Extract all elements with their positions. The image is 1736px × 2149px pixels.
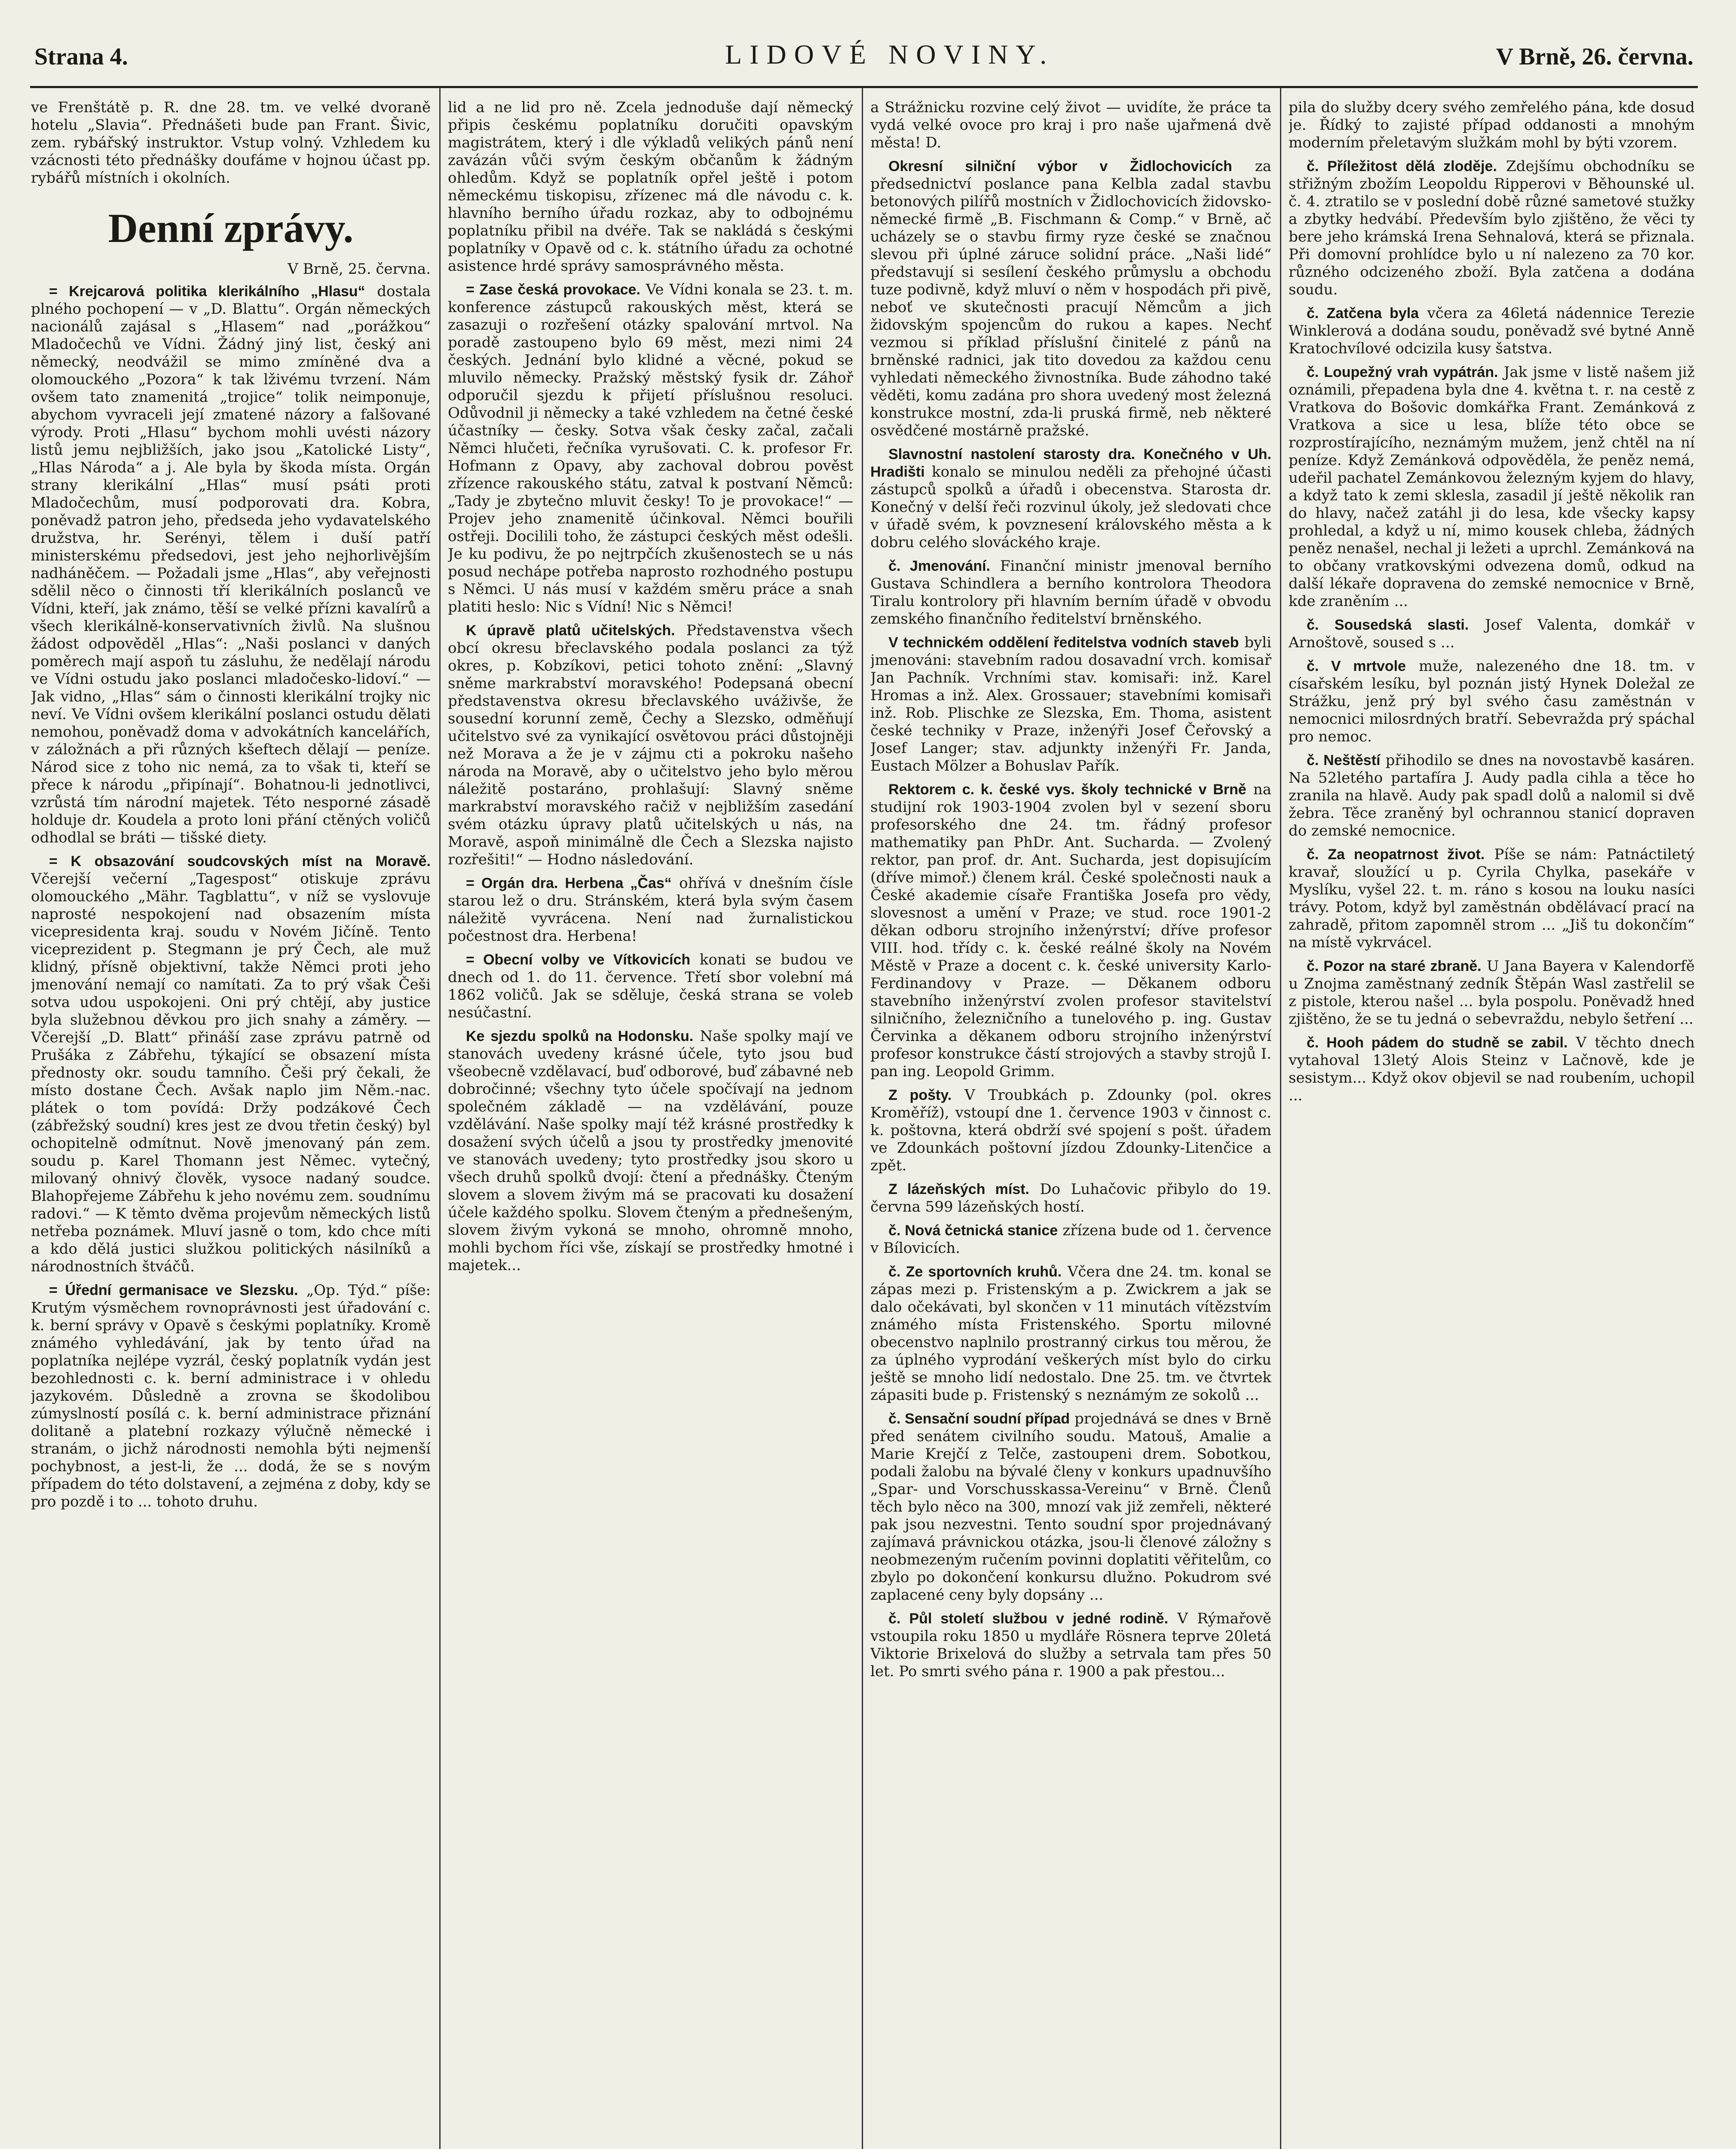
article-paragraph bbox=[870, 781, 1271, 1081]
article-headline: č. Za neopatrnost život. bbox=[1307, 846, 1485, 863]
article-paragraph bbox=[1289, 616, 1695, 652]
article-paragraph bbox=[1289, 1034, 1695, 1105]
article-headline: č. Ze sportovních kruhů. bbox=[888, 1264, 1062, 1280]
article-text: Včera dne 24. tm. konal se zápas mezi p. Fristenským a p. Zwickrem a jak se dalo očekávati, byl skončen v 11 minutách vítězstvím známého místa Fristenského. Sportu milovné obecenstvo naplnilo prostranný cirkus tou měrou, že za úplného vyprodání veškerých míst bylo do cirku ještě se mnoho lidí nedostalo. Dne 25. tm. ve čtvrtek zápasiti bude p. Fristenský s neznámým ze sokolů ... bbox=[870, 1263, 1271, 1404]
article-paragraph bbox=[870, 158, 1271, 440]
article-headline: č. Půl století službou v jedné rodině. bbox=[888, 1610, 1168, 1627]
column-1 bbox=[31, 99, 431, 2149]
article-paragraph bbox=[870, 1087, 1271, 1175]
article-paragraph bbox=[1289, 846, 1695, 952]
article-headline: Rektorem c. k. české vys. školy technické v Brně bbox=[888, 781, 1246, 798]
article-paragraph bbox=[1289, 158, 1695, 299]
article-paragraph bbox=[870, 557, 1271, 628]
article-text: „Op. Týd.“ píše: Krutým výsměchem rovnoprávnosti jest úřadování c. k. berní správy v Opavě s českými poplatníky. Kromě známého vyhledávání, jak by tento úřad na poplatníka nejlépe vyzrál, český poplatník vydán jest bezohlednosti c. k. berní administrace i v ohledu jazykovém. Důsledně a zrovna se škodolibou zúmyslností posílá c. k. berní administrace přiznání dolitaně a platební rozkazy výlučně německé i stranám, o jichž národnosti nemohla býti nejmenší pochybnost, a jest-li, že ... dodá, že se s novým případem do této dolstavení, a zejména z doby, kdy se pro pozdě i to ... tohoto druhu. bbox=[31, 1282, 431, 1510]
article-text: V těchto dnech vytahoval 13letý Alois Steinz v Lačnově, kde je sesistym... Když okov objevil se nad roubením, uchopil ... bbox=[1289, 1034, 1695, 1104]
article-text: lid a ne lid pro ně. Zcela jednoduše dají německý připis českému poplatníku doručiti opavským magistrátem, který i dle výkladů velikých pánů není zavázán vůči svým českým občanům k žádným ohledům. Když se poplatník opřel ještě i potom německému tiskopisu, zřízenec má dle návodu c. k. hlavního berního úřadu rozkaz, aby to odbojnému poplatníku přibil na dvéře. Tak se nakládá s českými poplatníky v Opavě od c. k. státního úřadu za ochotné asistence hrdé správy samosprávného města. bbox=[448, 99, 853, 275]
article-text: Jak jsme v listě našem již oznámili, přepadena byla dne 4. května t. r. na cestě z Vratkova do Bošovic domkářka Frant. Zemánková z Vratkova a sice u lesa, blíže této obce se rozprostírajícího, neznámým mužem, jenž chtěl na ní peníze. Když Zemánková odpověděla, že peněz nemá, udeřil pachatel Zemánkovou železným kyjem do hlavy, a když tato k zemi sklesla, zasadil jí ještě několik ran do hlavy, načež zatáhl ji do lesa, kde všecky kapsy prohledal, a když u ní, mimo kousek chleba, žádných peněz nenašel, nechal ji ležeti a uprchl. Zemánková na to občany vratkovskými odvezena domů, odkud na další lékaře dopravena do zemské nemocnice v Brně, kde zraněním ... bbox=[1289, 364, 1695, 610]
article-text: Zdejšímu obchodníku se střižným zbožím Leopoldu Ripperovi v Běhounské ul. č. 4. ztratilo se v poslední době různé sametové stužky a zbytky hedvábí. Především bylo zjištěno, že věci ty bere jeho krámská Irena Sehnalová, která se přiznala. Při domovní prohlídce bylo u ní nalezeno za 70 kor. různého odcizeného zboží. Byla zatčena a dodána soudu. bbox=[1289, 158, 1695, 298]
article-headline: = Zase česká provokace. bbox=[466, 282, 640, 298]
article-headline: Slavnostní nastolení starosty dra. Konečného v Uh. Hradišti bbox=[870, 446, 1271, 480]
article-paragraph bbox=[870, 1410, 1271, 1604]
article-headline: č. Příležitost dělá zloděje. bbox=[1307, 158, 1497, 174]
article-headline: č. Sousedská slasti. bbox=[1307, 617, 1469, 633]
article-headline: č. Zatčena byla bbox=[1307, 305, 1419, 321]
article-paragraph bbox=[1289, 364, 1695, 610]
article-text: na studijní rok 1903-1904 zvolen byl v sezení sboru profesorského dne 24. tm. řádný profesor mathematiky pan PhDr. Ant. Sucharda. — Zvolený rektor, pan prof. dr. Ant. Sucharda, jest dopisujícím (dříve mimoř.) členem král. České společnosti nauk a České akademie císaře Františka Josefa pro vědy, slovesnost a umění v Praze; ve stud. roce 1901-2 děkan odboru strojního inženýrství; dříve profesor VIII. hod. třídy c. k. české reálné školy na Novém Městě v Praze a docent c. k. české university Karlo-Ferdinandovy v Praze. — Děkanem odboru stavebního inženýrství zvolen profesor stavitelství silničního, železničního a tunelového p. ing. Gustav Červinka a děkanem odboru strojního inženýrství profesor konstrukce částí strojových a stavby strojů I. pan ing. Leopold Grimm. bbox=[870, 781, 1271, 1080]
article-text: Finanční ministr jmenoval berního Gustava Schindlera a berního kontrolora Theodora Tiralu kontrolory při hlavním berním úřadě v obvodu zemského finančního ředitelství brněnského. bbox=[870, 557, 1271, 628]
article-paragraph bbox=[448, 281, 853, 616]
article-paragraph bbox=[448, 951, 853, 1022]
article-paragraph bbox=[1289, 958, 1695, 1028]
article-paragraph bbox=[1289, 99, 1695, 152]
article-headline: č. Neštěstí bbox=[1307, 752, 1381, 768]
article-text: Představenstva všech obcí okresu břeclavského podala poslanci za týž okres, p. Kobzíkovi, petici tohoto znění: „Slavný sněme markrabství moravského! Podepsaná obecní představenstva okresu břeclavského uváživše, že sousední korunní země, Čechy a Slezsko, odměňují učitelstvo své za vynikající osvětovou práci důstojněji než Morava a že je v zájmu cti a pokroku našeho národa na Moravě, aby o učitelstvo jeho bylo měrou náležitě postaráno, prohlašují: Slavný sněme markrabství moravského račiž v nejbližším zasedání svém otázku úpravy platů učitelských u nás, na Moravě, aspoň minimálně dle Čech a Slezska najisto rozřešiti!“ — Hodno následování. bbox=[448, 622, 853, 868]
article-paragraph bbox=[870, 1263, 1271, 1404]
article-text: muže, nalezeného dne 18. tm. v císařském lesíku, byl poznán jistý Hynek Doležal ze Strážku, jenž prý byl svého času zaměstnán v nemocnici milosrdných bratří. Sebevražda prý spáchal pro nemoc. bbox=[1289, 658, 1695, 745]
article-text: ve Frenštátě p. R. dne 28. tm. ve velké dvoraně hotelu „Slavia“. Přednášeti bude pan Frant. Šivic, zem. rybářský instruktor. Vstup volný. Vzhledem ku vzácnosti této přednášky doufáme v hojnou účast pp. rybářů místních i okolních. bbox=[31, 99, 431, 187]
article-text: pila do služby dcery svého zemřelého pána, kde dosud je. Řídký to zajisté případ oddanosti a mnohým moderním přeletavým služkám mohl by býti vzorem. bbox=[1289, 99, 1695, 151]
article-headline: č. V mrtvole bbox=[1307, 658, 1406, 674]
column-divider bbox=[1280, 88, 1281, 2149]
article-text: konalo se minulou neděli za přehojné účasti zástupců spolků a úřadů i obecenstva. Starosta dr. Konečný v delší řeči rozvinul úkoly, jež sledovati chce v úřadě svém, k povznesení královského města a k dobru celého slováckého kraje. bbox=[870, 463, 1271, 551]
article-text: Ve Vídni konala se 23. t. m. konference zástupců rakouských měst, která se zasazuji o rozřešení otázky spalování mrtvol. Na poradě zastoupeno bylo 69 měst, mezi nimi 24 českých. Jednání bylo klidné a věcné, pokud se mluvilo německy. Pražský městský fysik dr. Záhoř odporučil sjezdu k přijetí příslušnou resoluci. Odůvodnil ji německy a také vzhledem na četné české účastníky — česky. Sotva však česky začal, začali Němci hlučeti, řečníka vyrušovati. C. k. profesor Fr. Hofmann z Opavy, aby zachoval dobrou pověst zřízence rakouského státu, zatval k postvaní Němců: „Tady je zbytečno mluvit česky! To je provokace!“ — Projev jeho znamenitě účinkoval. Němci bouřili ostřeji. Docilili toho, že zástupci českých měst odešli. Je ku podivu, že po nejtrpčích zkušenostech se u nás posud nechápe potřeba naprosto rozhodného postupu s Němci. U nás musí v každém směru práce a snah platiti heslo: Nic s Vídní! Nic s Němci! bbox=[448, 281, 853, 615]
article-text: U Jana Bayera v Kalendorfě u Znojma zaměstnaný zedník Štěpán Wasl zastřelil se z pistole, kterou našel ... byla pospolu. Poněvadž hned zjištěno, že se tu jedná o sebevraždu, nebylo šetření ... bbox=[1289, 958, 1695, 1028]
article-text: za předsednictví poslance pana Kelbla zadal stavbu betonových pilířů mostních v Židlochovicích židovsko-německé firmě „B. Fischmann & Comp.“ v Brně, ač ucházely se o stavbu firmy ryze české se značnou slevou při úplné záruce solidní práce. „Naši lidé“ představují si sesílení českého průmyslu a obchodu tuze podivně, když mluví o něm v hospodách při pivě, neboť ve skutečnosti pracují Němcům a jich židovským spojencům do rukou a kapes. Nechť vezmou si příklad příslušní činitelé z pánů na brněnské radnici, jak tito dovedou za každou cenu vyhledati německého živnostníka. Bude záhodno také věděti, komu zadána pro shora uvedený most železná konstrukce mostní, zda-li pruská firmě, neb některé osvědčené mostárně pražské. bbox=[870, 158, 1271, 439]
article-text: Josef Valenta, domkář v Arnoštově, soused s ... bbox=[1289, 616, 1695, 651]
dateline: V Brně, 25. června. bbox=[288, 260, 431, 278]
article-paragraph bbox=[31, 99, 431, 187]
article-text: Naše spolky mají ve stanovách uvedeny krásné účele, tyto jsou buď všeobecně vzdělavací, buď odborové, buď zábavné neb dobročinné; všechny tyto účele spočívají na jednom společném základě — na vzdělávání, pouze vzdělávání. Naše spolky mají též krásné prostředky k dosažení svých účelů a jsou ty prostředky jmenovité ve stanovách uvedeny; tyto prostředky jsou skoro u všech druhů spolků dvojí: čtení a přednášky. Čteným slovem a slovem živým má se pracovati ku dosažení účele každého spolku. Slovem čteným a přednešeným, slovem živým vykoná se mnoho, ohromně mnoho, mohli bychom říci vše, získají se prostředky hmotné i majetek... bbox=[448, 1028, 853, 1274]
column-divider bbox=[439, 88, 441, 2149]
page-number: Strana 4. bbox=[34, 43, 128, 70]
column-3 bbox=[870, 99, 1271, 2149]
article-text: konati se budou ve dnech od 1. do 11. července. Třetí sbor volební má 1862 voličů. Jak se sděluje, česká strana se voleb nesúčastní. bbox=[448, 951, 853, 1021]
article-text: V Rýmařově vstoupila roku 1850 u mydláře Rösnera teprve 20letá Viktorie Brixelová do služby a setrvala tam přes 50 let. Po smrti svého pána r. 1900 a pak přestou... bbox=[870, 1610, 1271, 1680]
article-paragraph bbox=[448, 1028, 853, 1274]
article-text: Včerejší večerní „Tagespost“ otiskuje zprávu olomouckého „Mähr. Tagblattu“, v níž se vyslovuje naprosté nespokojení nad obsazením místa vicepresidenta kraj. soudu v Novém Jičíně. Tento viceprezident p. Stegmann je prý Čech, ale muž klidný, přísně objektivní, takže Němci proti jeho jmenování nemají co namítati. Za to prý však Češi sotva udou uspokojeni. Oni prý chtějí, aby justice byla služebnou děvkou pro jich snahy a záměry. — Včerejší „D. Blatt“ přináší zase zprávu patrně od Prušáka z Zábřehu, týkající se obsazení místa přednosty okr. soudu tamního. Češi prý čekali, že místo dostane Čech. Avšak naplo jim Něm.-nac. plátek o tom povídá: Držy podzákové Čech (zábřežský soudní) kres jest ze dvou třetin český) byl ochopitelně odmítnut. Nově jmenovaný pán zem. soudu p. Karel Thomann jest Němec. vytečný, milovaný ohnivý člověk, vysoce nadaný soudce. Blahopřejeme Zábřehu k jeho novému zem. soudnímu radovi.“ — K těmto dvěma projevům německých listů netřeba poznámek. Mluví jasně o tom, kdo chce míti a kdo dělá justici služkou politických násilníků a národnostních štváčů. bbox=[31, 870, 431, 1275]
article-headline: = Krejcarová politika klerikálního „Hlasu“ bbox=[49, 283, 365, 300]
article-headline: č. Loupežný vrah vypátrán. bbox=[1307, 364, 1498, 380]
article-text: a Strážnicku rozvine celý život — uvidíte, že práce ta vydá velké ovoce pro kraj i pro naše ujařmená dvě města! D. bbox=[870, 99, 1271, 151]
article-paragraph bbox=[31, 853, 431, 1276]
section-heading: Denní zprávy. bbox=[108, 205, 354, 251]
article-headline: Ke sjezdu spolků na Hodonsku. bbox=[466, 1028, 694, 1044]
article-paragraph bbox=[448, 875, 853, 945]
article-headline: Z pošty. bbox=[888, 1087, 952, 1103]
article-text: byli jmenováni: stavebním radou dosavadní vrch. komisař Jan Pachník. Vrchními stav. komisaři: inž. Karel Hromas a inž. Alex. Grossauer; stavebními komisaři inž. Rob. Plischke ze Slezska, Em. Thoma, asistent české techniky v Praze, inženýři Josef Čeřovský a Josef Langer; stav. adjunkty inženýři Fr. Janda, Eustach Mölzer a Bohuslav Pařík. bbox=[870, 634, 1271, 774]
article-paragraph bbox=[870, 634, 1271, 775]
column-4 bbox=[1289, 99, 1695, 2149]
article-text: včera za 46letá nádennice Terezie Winklerová a dodána soudu, poněvadž své bytné Anně Kratochvílové odcizila kusy šatstva. bbox=[1289, 305, 1695, 357]
article-paragraph bbox=[31, 283, 431, 847]
article-headline: č. Sensační soudní případ bbox=[888, 1411, 1070, 1427]
article-text: ohřívá v dnešním čísle starou lež o dru. Stránském, která byla svým časem náležitě vyvrácena. Není nad žurnalistickou počestnost dra. Herbena! bbox=[448, 875, 853, 945]
article-text: Do Luhačovic přibylo do 19. června 599 lázeňských hostí. bbox=[870, 1181, 1271, 1215]
article-text: projednává se dnes v Brně před senátem civilního soudu. Matouš, Amalie a Marie Krejčí z Telče, zastoupeni drem. Sobotkou, podali žalobu na bývalé členy v konkurs upadnuvšího „Spar- und Vorschusskassa-Vereinu“ v Brně. Členů těch bylo něco na 300, mnozí vak již zemřeli, některé pak jsou nezvestni. Tento soudní spor projednávaný zajímavá právnickou otázka, jsou-li členové záložny s neobmezeným ručením povinni doplatiti věřitelům, co zbylo po dokončení konkursu dlužno. Pokudrom své zaplacené ceny byly dopsány ... bbox=[870, 1410, 1271, 1604]
article-paragraph bbox=[870, 1222, 1271, 1257]
masthead: LIDOVÉ NOVINY. bbox=[725, 39, 1055, 70]
article-headline: V technickém oddělení ředitelstva vodních staveb bbox=[888, 634, 1239, 651]
article-paragraph bbox=[870, 446, 1271, 551]
article-headline: Okresní silniční výbor v Židlochovicích bbox=[888, 158, 1232, 174]
article-paragraph bbox=[870, 1610, 1271, 1681]
article-headline: č. Jmenování. bbox=[888, 558, 990, 574]
article-headline: č. Nová četnická stanice bbox=[888, 1222, 1058, 1239]
article-paragraph bbox=[870, 99, 1271, 152]
article-headline: č. Pozor na staré zbraně. bbox=[1307, 958, 1482, 974]
article-text: zřízena bude od 1. července v Bílovicích. bbox=[870, 1222, 1271, 1257]
article-paragraph bbox=[1289, 305, 1695, 358]
column-divider bbox=[862, 88, 863, 2149]
article-paragraph bbox=[448, 99, 853, 275]
page-header bbox=[30, 34, 1698, 82]
header-rule bbox=[30, 86, 1698, 88]
article-headline: č. Hooh pádem do studně se zabil. bbox=[1307, 1035, 1568, 1051]
article-text: V Troubkách p. Zdounky (pol. okres Kroměříž), vstoupí dne 1. července 1903 v činnost c. k. poštovna, která obdrží své spojení s pošt. úřadem ve Zdounkách poštovní jízdou Zdounky-Litenčice a zpět. bbox=[870, 1087, 1271, 1174]
article-headline: K úpravě platů učitelských. bbox=[466, 622, 675, 639]
article-paragraph bbox=[1289, 752, 1695, 840]
article-text: Píše se nám: Patnáctiletý kravař, sloužící u p. Cyrila Chylka, pasekáře v Myslíku, vyšel 22. t. m. ráno s kosou na louku nasíci trávy. Potom, když byl zaměstnán obdělávací prací na zahradě, přitom zapomněl strom ... „Jiš tu dokončím“ na místě vykrvácel. bbox=[1289, 846, 1695, 951]
article-headline: = K obsazování soudcovských míst na Moravě. bbox=[49, 853, 431, 869]
article-paragraph bbox=[870, 1181, 1271, 1216]
issue-date: V Brně, 26. června. bbox=[1496, 43, 1693, 70]
article-text: dostala plného pochopení — v „D. Blattu“. Orgán německých nacionálů zajásal s „Hlasem“ nad „porážkou“ Mladočechů ve Vídni. Žádný jiný list, český ani německý, neodvážil se mimo zmíněné dva a olomouckého „Pozora“ k tak lživému tvrzení. Nám ovšem tato znamenitá „trojice“ tolik neimponuje, abychom vyvraceli její zmatené názory a falšované výrody. Proti „Hlasu“ bychom mohli uvésti názory listů jemu nejbližších, jako jsou „Katolické Listy“, „Hlas Národa“ a j. Ale byla by škoda místa. Orgán strany klerikální „Hlas“ musí psáti proti Mladočechům, musí podporovati dra. Kobra, poněvadž patron jeho, předseda jeho vydavatelského družstva, hr. Serényi, tělem i duší patří ministerskému předsedovi, jest jeho nejhorlivějším nadháněčem. — Požadali jsme „Hlas“, aby veřejnosti sdělil něco o činnosti tří klerikálních poslanců ve Vídni, kteří, jak známo, těší se velké přízni kavalírů a všech klerikálně-konservativních živlů. Na slušnou žádost odpověděl „Hlas“: „Naši poslanci v daných poměrech mají aspoň tu zásluhu, že nedělají národu ve Vídni ostudu jako poslanci mladočesko-lidoví.“ — Jak vidno, „Hlas“ sám o činnosti klerikální trojky nic neví. Ve Vídni ovšem klerikální poslanci ostudu dělati nemohou, poněvadž doma v advokátních kancelářích, v záložnách a při různých kšeftech dělají — peníze. Národ sice z toho nic nemá, za to však ti, kteří se přece k národu „připínají“. Bohatnou-li jednotlivci, vzrůstá tím národní majetek. Této nesporné zásadě holduje dr. Koudela a proto loni přání ctěných voličů odhodlal se bráti — tišské diety. bbox=[31, 283, 431, 846]
column-2 bbox=[448, 99, 853, 2149]
article-paragraph bbox=[448, 622, 853, 869]
article-text: přihodilo se dnes na novostavbě kasáren. Na 52letého partafíra J. Audy padla cihla a těce ho zranila na hlavě. Audy pak spadl dolů a nalomil si dvě žebra. Těce zraněný byl ochrannou stanicí dopraven do zemské nemocnice. bbox=[1289, 752, 1695, 839]
article-headline: = Orgán dra. Herbena „Čas“ bbox=[466, 875, 672, 891]
article-paragraph bbox=[31, 1282, 431, 1511]
article-headline: Z lázeňských míst. bbox=[888, 1181, 1029, 1197]
article-headline: = Úřední germanisace ve Slezsku. bbox=[49, 1282, 298, 1298]
article-headline: = Obecní volby ve Vítkovicích bbox=[466, 952, 691, 968]
article-paragraph bbox=[1289, 658, 1695, 746]
